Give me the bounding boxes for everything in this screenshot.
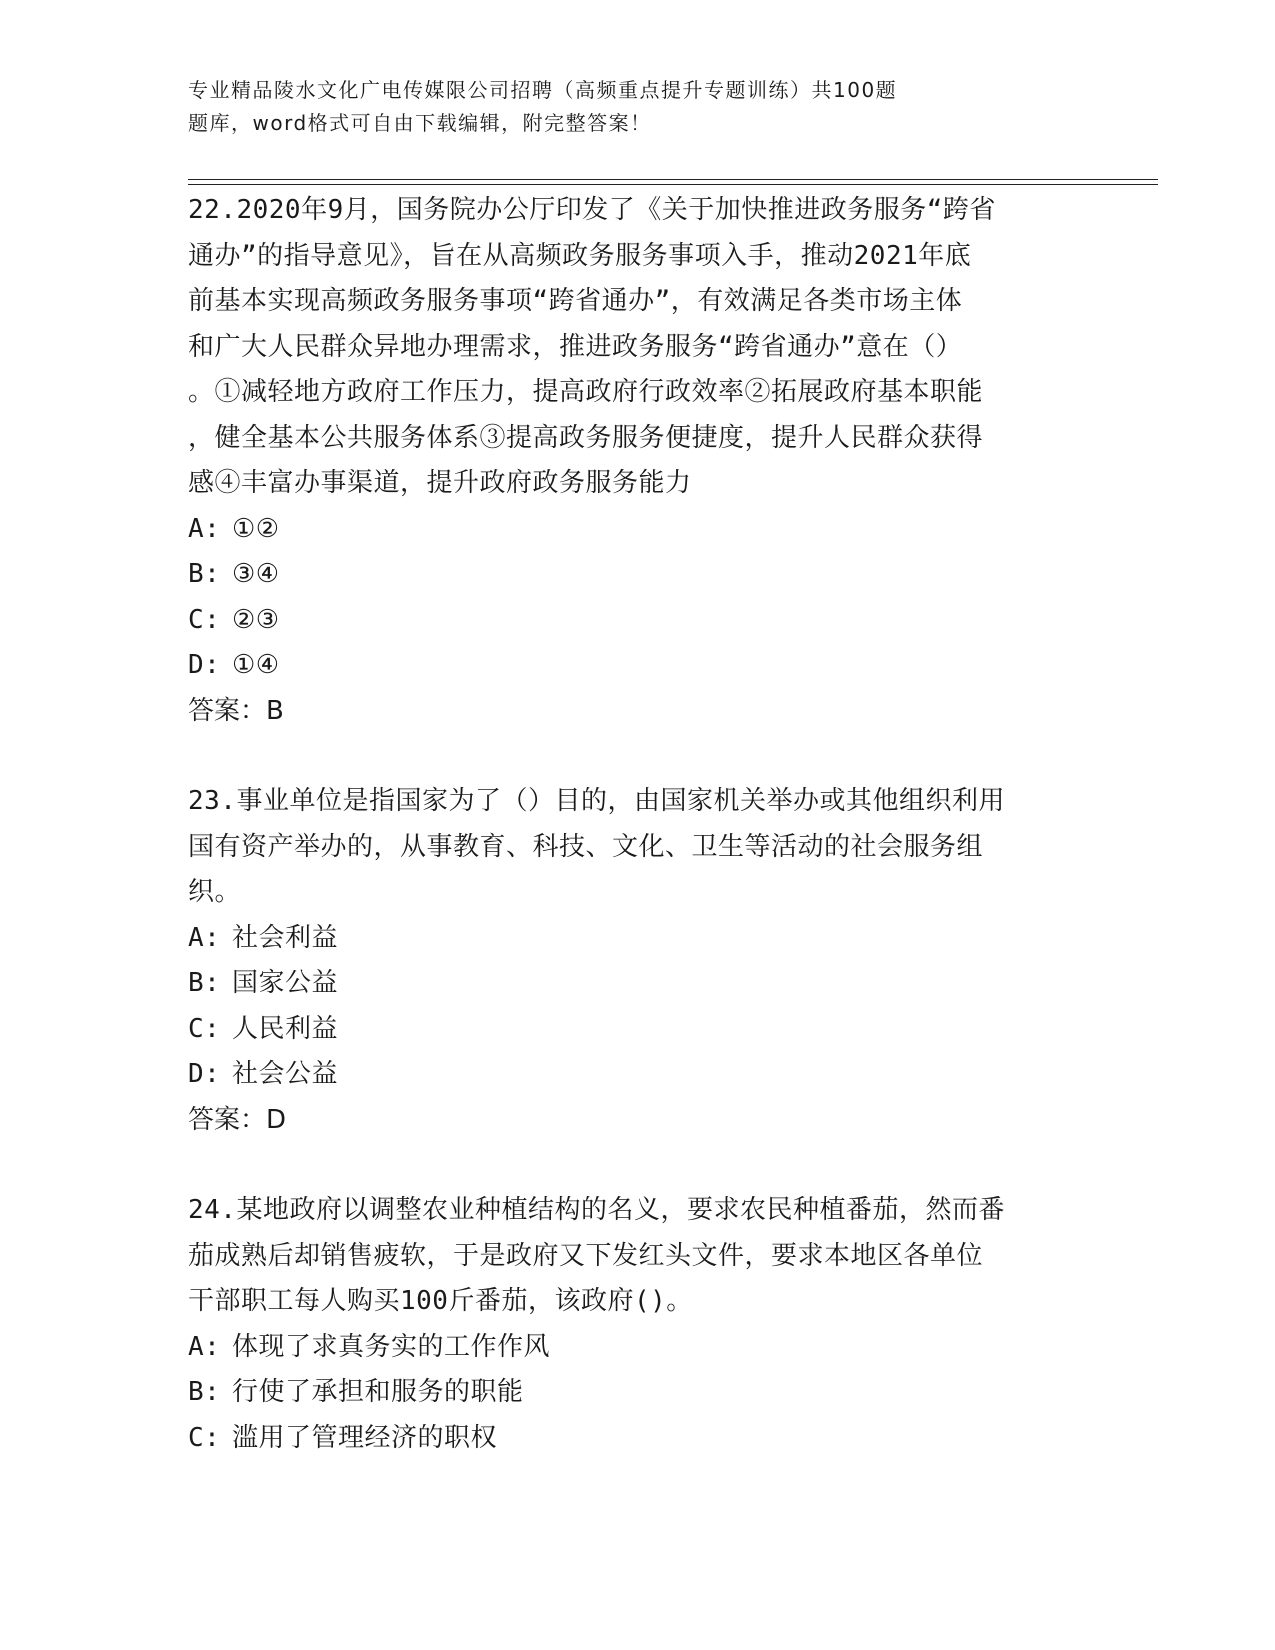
question-stem [188, 188, 1088, 507]
option-b [188, 1370, 1088, 1416]
stem-line: 22.2020年9月，国务院办公厅印发了《关于加快推进政务服务“跨省 [188, 195, 996, 225]
option-text: ③④ [232, 559, 280, 589]
option-text: 人民利益 [232, 1013, 339, 1044]
option-letter: C: [188, 1013, 221, 1044]
option-letter: A: [188, 922, 221, 953]
stem-line: ，健全基本公共服务体系③提高政务服务便捷度，提升人民群众获得 [188, 422, 984, 453]
option-text: 社会公益 [232, 1059, 339, 1089]
stem-line: 。①减轻地方政府工作压力，提高政府行政效率②拓展政府基本职能 [188, 377, 984, 407]
option-text: ②③ [232, 604, 280, 635]
option-letter: B: [188, 559, 221, 589]
option-b [188, 961, 1088, 1007]
option-text: 社会利益 [232, 922, 339, 953]
stem-line: 23.事业单位是指国家为了（）目的，由国家机关举办或其他组织利用 [188, 786, 1005, 816]
option-letter: A: [188, 1331, 221, 1362]
option-c [188, 1007, 1088, 1053]
option-letter: C: [188, 604, 221, 635]
option-text: ①④ [232, 650, 280, 680]
stem-line: 茄成熟后却销售疲软，于是政府又下发红头文件，要求本地区各单位 [188, 1240, 984, 1271]
option-text: 行使了承担和服务的职能 [232, 1377, 524, 1407]
option-letter: B: [188, 968, 221, 998]
answer-line: 答案：D [188, 1104, 287, 1135]
option-a [188, 1325, 1088, 1371]
question-stem [188, 779, 1088, 916]
stem-line: 织。 [188, 877, 242, 907]
question-stem [188, 1188, 1088, 1325]
stem-line: 国有资产举办的，从事教育、科技、文化、卫生等活动的社会服务组 [188, 831, 984, 862]
option-letter: D: [188, 650, 221, 680]
question-24 [188, 1188, 1088, 1461]
header-line-2: 题库，word格式可自由下载编辑，附完整答案！ [188, 111, 652, 135]
header-rule-bottom [188, 184, 1158, 185]
answer-line: 答案：B [188, 695, 284, 726]
option-letter: A: [188, 513, 221, 544]
stem-line: 24.某地政府以调整农业种植结构的名义，要求农民种植番茄，然而番 [188, 1195, 1005, 1225]
option-text: ①② [232, 513, 280, 544]
question-list [188, 188, 1088, 1461]
option-letter: D: [188, 1059, 221, 1089]
option-c [188, 598, 1088, 644]
option-text: 国家公益 [232, 968, 339, 998]
option-text: 滥用了管理经济的职权 [232, 1422, 498, 1453]
option-letter: B: [188, 1377, 221, 1407]
stem-line: 前基本实现高频政务服务事项“跨省通办”，有效满足各类市场主体 [188, 286, 963, 316]
stem-line: 通办”的指导意见》，旨在从高频政务服务事项入手，推动2021年底 [188, 240, 972, 271]
option-c [188, 1416, 1088, 1462]
option-a [188, 916, 1088, 962]
option-letter: C: [188, 1422, 221, 1453]
option-text: 体现了求真务实的工作作风 [232, 1331, 551, 1362]
document-header [188, 74, 1068, 140]
option-d [188, 1052, 1088, 1098]
option-a [188, 507, 1088, 553]
header-line-1: 专业精品陵水文化广电传媒限公司招聘（高频重点提升专题训练）共100题 [188, 78, 898, 102]
question-22 [188, 188, 1088, 734]
option-b [188, 552, 1088, 598]
stem-line: 感④丰富办事渠道，提升政府政务服务能力 [188, 468, 692, 498]
option-d [188, 643, 1088, 689]
stem-line: 干部职工每人购买100斤番茄，该政府()。 [188, 1286, 693, 1316]
header-rule-top [188, 179, 1158, 180]
question-23 [188, 779, 1088, 1143]
stem-line: 和广大人民群众异地办理需求，推进政务服务“跨省通办”意在（） [188, 331, 963, 362]
